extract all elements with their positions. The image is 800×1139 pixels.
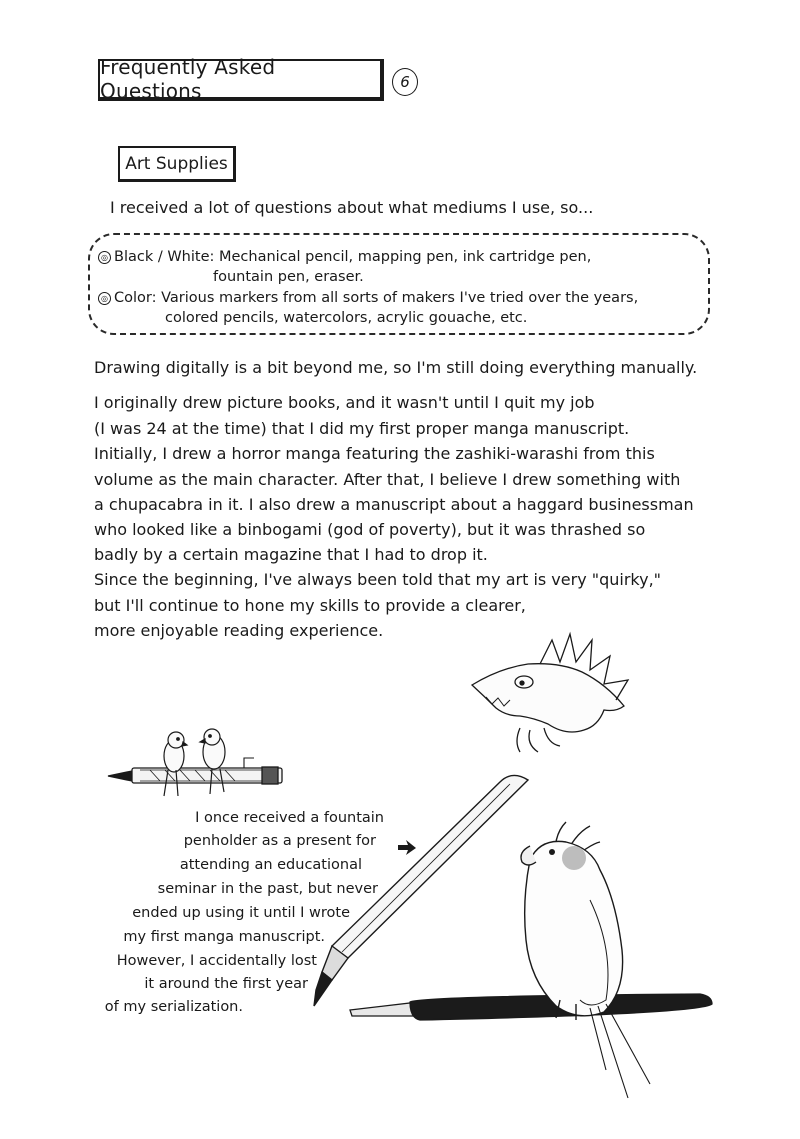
body-line: more enjoyable reading experience. xyxy=(94,621,384,640)
parakeet-icon xyxy=(164,732,187,796)
caption-line: seminar in the past, but never xyxy=(157,881,378,897)
body-line: (I was 24 at the time) that I did my first proper manga manuscript. xyxy=(94,419,630,438)
caption-line: it around the first year xyxy=(144,976,308,992)
body-line: a chupacabra in it. I also drew a manuscript about a haggard businessman xyxy=(94,495,694,514)
caption-line: attending an educational xyxy=(179,857,362,873)
chupacabra-illustration xyxy=(472,634,628,752)
body-line: Since the beginning, I've always been told that my art is very "quirky," xyxy=(94,570,662,589)
bullet-icon: ◎ xyxy=(98,251,111,264)
body-line: volume as the main character. After that, I believe I drew something with xyxy=(94,470,681,489)
caption-line: of my serialization. xyxy=(104,999,243,1015)
dip-pen-illustration xyxy=(350,994,712,1020)
intro-text: I received a lot of questions about what mediums I use, so... xyxy=(110,198,594,217)
chapter-number-badge: 6 xyxy=(392,68,418,96)
color-line-2: colored pencils, watercolors, acrylic gouache, etc. xyxy=(165,310,528,326)
caption-line: However, I accidentally lost xyxy=(116,953,317,969)
page-title: Frequently Asked Questions xyxy=(98,59,384,101)
body-line: I originally drew picture books, and it wasn't until I quit my job xyxy=(94,393,595,412)
cockatiel-illustration xyxy=(521,822,650,1098)
arrow-icon xyxy=(398,840,416,855)
bw-line-2: fountain pen, eraser. xyxy=(213,269,364,285)
bullet-icon: ◎ xyxy=(98,292,111,305)
penholder-illustration xyxy=(314,775,528,1006)
section-heading: Art Supplies xyxy=(118,146,236,182)
body-line: who looked like a binbogami (god of poverty), but it was thrashed so xyxy=(94,520,646,539)
caption-line: my first manga manuscript. xyxy=(123,929,325,945)
bw-line-1: ◎ Black / White: Mechanical pencil, mapping pen, ink cartridge pen, xyxy=(98,249,591,265)
body-line: badly by a certain magazine that I had to drop it. xyxy=(94,545,488,564)
caption-line: ended up using it until I wrote xyxy=(132,905,350,921)
body-line: Initially, I drew a horror manga featuring the zashiki-warashi from this xyxy=(94,444,655,463)
mechanical-pencil-illustration xyxy=(108,758,282,784)
caption-line: penholder as a present for xyxy=(183,833,376,849)
parakeet-icon xyxy=(200,729,225,794)
body-line: but I'll continue to hone my skills to provide a clearer, xyxy=(94,596,526,615)
color-line-1: ◎ Color: Various markers from all sorts of makers I've tried over the years, xyxy=(98,290,638,306)
caption-line: I once received a fountain xyxy=(195,810,384,826)
digital-text: Drawing digitally is a bit beyond me, so I'm still doing everything manually. xyxy=(94,358,698,377)
